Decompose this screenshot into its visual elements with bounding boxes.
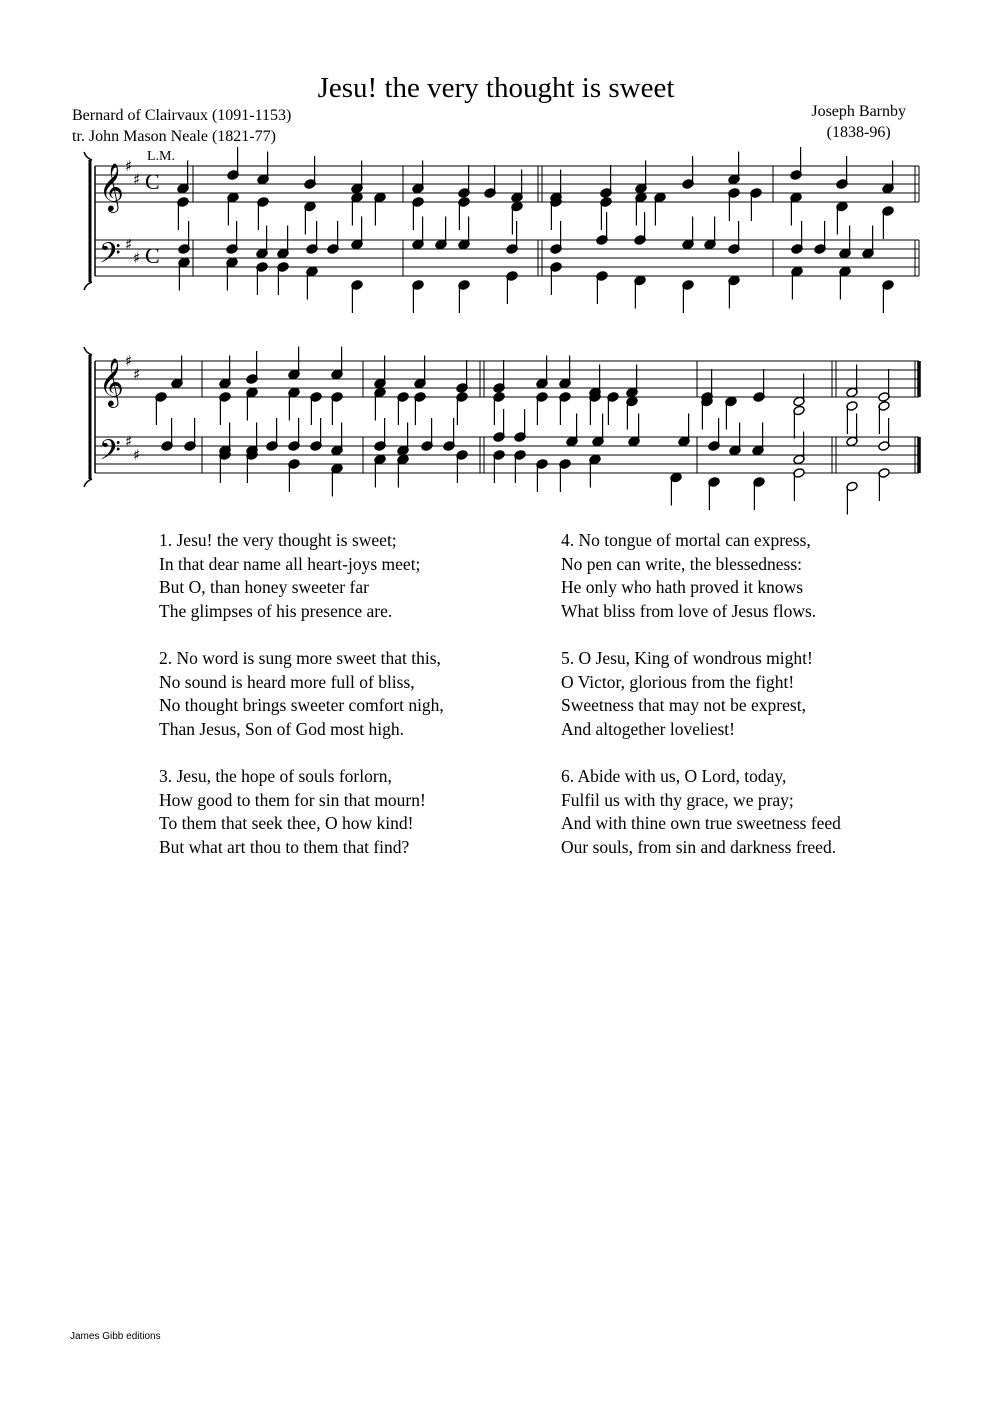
verse-line: O Victor, glorious from the fight! bbox=[561, 671, 795, 692]
verse-6 bbox=[561, 765, 841, 859]
sharp-sign: ♯ bbox=[125, 352, 133, 370]
sharp-sign: ♯ bbox=[133, 249, 141, 267]
time-signature: C bbox=[145, 243, 160, 268]
score-system-1 bbox=[84, 147, 919, 313]
treble-clef: 𝄞 bbox=[99, 357, 124, 406]
verse-line: 6. Abide with us, O Lord, today, bbox=[561, 765, 787, 786]
verse-line: 3. Jesu, the hope of souls forlorn, bbox=[159, 765, 392, 786]
music-score bbox=[0, 0, 992, 530]
verse-line: Fulfil us with thy grace, we pray; bbox=[561, 789, 794, 810]
meter-label: L.M. bbox=[147, 149, 175, 164]
verse-line: How good to them for sin that mourn! bbox=[159, 789, 426, 810]
verse-3 bbox=[159, 765, 444, 859]
verse-4 bbox=[561, 529, 841, 623]
verse-line: 4. No tongue of mortal can express, bbox=[561, 530, 811, 550]
verse-line: But O, than honey sweeter far bbox=[159, 577, 369, 598]
sharp-sign: ♯ bbox=[133, 170, 141, 189]
bass-clef: 𝄢 bbox=[99, 434, 121, 474]
verse-line: And with thine own true sweetness feed bbox=[561, 813, 841, 834]
treble-clef: 𝄞 bbox=[99, 162, 124, 211]
verse-line: 1. Jesu! the very thought is sweet; bbox=[159, 530, 397, 550]
verse-line: Than Jesus, Son of God most high. bbox=[159, 718, 404, 739]
verse-line: And altogether loveliest! bbox=[561, 718, 735, 739]
author-credit: Bernard of Clairvaux (1091-1153) bbox=[72, 107, 292, 124]
verses-column-right bbox=[561, 529, 841, 883]
composer-dates: (1838-96) bbox=[826, 124, 891, 141]
sharp-sign: ♯ bbox=[125, 432, 133, 451]
verse-line: No sound is heard more full of bliss, bbox=[159, 671, 415, 692]
verse-line: Sweetness that may not be exprest, bbox=[561, 695, 806, 716]
verse-line: No pen can write, the blessedness: bbox=[561, 553, 803, 574]
verse-line: He only who hath proved it knows bbox=[561, 577, 804, 598]
verse-1 bbox=[159, 529, 444, 623]
score-system-2 bbox=[84, 347, 919, 515]
publisher-footer: James Gibb editions bbox=[70, 1331, 161, 1342]
verse-line: 5. O Jesu, King of wondrous might! bbox=[561, 647, 813, 668]
verse-line: Our souls, from sin and darkness freed. bbox=[561, 836, 837, 857]
verse-line: 2. No word is sung more sweet that this, bbox=[159, 647, 441, 668]
verse-2 bbox=[159, 647, 444, 741]
sharp-sign: ♯ bbox=[125, 235, 133, 254]
verse-line: In that dear name all heart-joys meet; bbox=[159, 553, 421, 574]
translator-credit: tr. John Mason Neale (1821-77) bbox=[72, 128, 276, 145]
verse-line: The glimpses of his presence are. bbox=[159, 600, 393, 621]
verse-line: What bliss from love of Jesus flows. bbox=[561, 600, 817, 621]
bass-clef: 𝄢 bbox=[99, 237, 121, 277]
verses-column-left bbox=[159, 529, 444, 883]
composer-credit: Joseph Barnby bbox=[811, 103, 906, 120]
sharp-sign: ♯ bbox=[133, 365, 141, 384]
verse-5 bbox=[561, 647, 841, 741]
hymn-title: Jesu! the very thought is sweet bbox=[317, 72, 675, 104]
sharp-sign: ♯ bbox=[133, 446, 141, 464]
verse-line: No thought brings sweeter comfort nigh, bbox=[159, 695, 444, 716]
sharp-sign: ♯ bbox=[125, 157, 133, 175]
time-signature: C bbox=[145, 169, 160, 194]
verse-line: But what art thou to them that find? bbox=[159, 836, 410, 857]
verse-line: To them that seek thee, O how kind! bbox=[159, 813, 414, 834]
